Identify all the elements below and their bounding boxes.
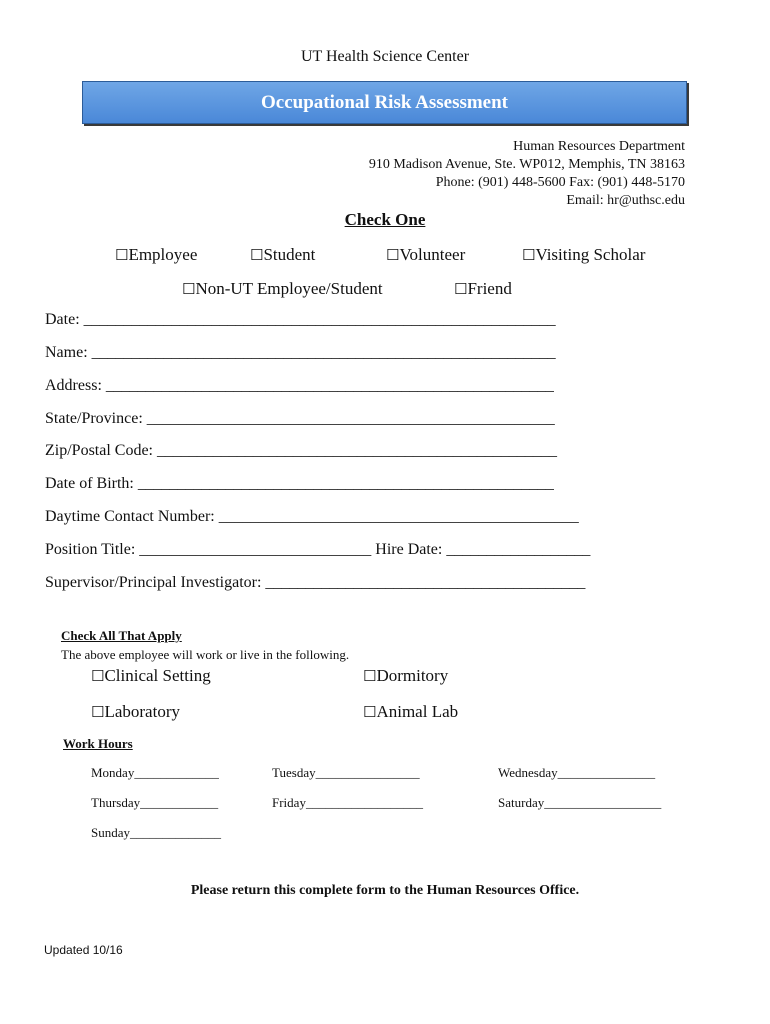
option-student[interactable]: ☐Student bbox=[250, 245, 316, 264]
checkbox-icon[interactable]: ☐ bbox=[386, 246, 400, 264]
date-of-birth-field[interactable]: Date of Birth: ____________________________________________________ bbox=[45, 475, 554, 492]
contact-department: Human Resources Department bbox=[513, 139, 685, 154]
contact-address: 910 Madison Avenue, Ste. WP012, Memphis, TN 38163 bbox=[368, 157, 685, 172]
option-non-ut-employee-student[interactable]: ☐Non-UT Employee/Student bbox=[182, 279, 383, 298]
checkbox-icon[interactable]: ☐ bbox=[182, 280, 196, 298]
tuesday-hours-field[interactable]: Tuesday________________ bbox=[272, 765, 420, 780]
option-employee[interactable]: ☐Employee bbox=[115, 245, 198, 264]
check-one-heading: Check One bbox=[344, 210, 426, 229]
friday-hours-field[interactable]: Friday__________________ bbox=[272, 795, 423, 810]
contact-email: Email: hr@uthsc.edu bbox=[566, 193, 685, 208]
daytime-contact-number-field[interactable]: Daytime Contact Number: _____________________________________________ bbox=[45, 508, 579, 525]
contact-phone-fax: Phone: (901) 448-5600 Fax: (901) 448-5170 bbox=[435, 175, 685, 190]
position-title-hire-date-field[interactable]: Position Title: _____________________________ Hire Date: __________________ bbox=[45, 541, 591, 558]
thursday-hours-field[interactable]: Thursday____________ bbox=[91, 795, 219, 810]
work-hours-heading: Work Hours bbox=[63, 736, 133, 751]
name-field[interactable]: Name: __________________________________________________________ bbox=[45, 344, 556, 361]
address-field[interactable]: Address: ________________________________________________________ bbox=[45, 377, 554, 394]
checkbox-icon[interactable]: ☐ bbox=[454, 280, 468, 298]
option-volunteer[interactable]: ☐Volunteer bbox=[386, 245, 466, 264]
form-title-banner: Occupational Risk Assessment bbox=[82, 81, 687, 124]
monday-hours-field[interactable]: Monday_____________ bbox=[91, 765, 219, 780]
checkbox-icon[interactable]: ☐ bbox=[363, 667, 377, 685]
checkbox-icon[interactable]: ☐ bbox=[115, 246, 129, 264]
option-visiting-scholar[interactable]: ☐Visiting Scholar bbox=[522, 245, 646, 264]
state-province-field[interactable]: State/Province: ___________________________________________________ bbox=[45, 410, 555, 427]
check-all-heading: Check All That Apply bbox=[61, 628, 182, 643]
organization-name: UT Health Science Center bbox=[300, 48, 470, 65]
zip-postal-code-field[interactable]: Zip/Postal Code: __________________________________________________ bbox=[45, 442, 557, 459]
checkbox-icon[interactable]: ☐ bbox=[91, 667, 105, 685]
check-all-instructions: The above employee will work or live in the following. bbox=[61, 647, 350, 662]
checkbox-icon[interactable]: ☐ bbox=[522, 246, 536, 264]
updated-date: Updated 10/16 bbox=[44, 943, 123, 957]
saturday-hours-field[interactable]: Saturday__________________ bbox=[498, 795, 662, 810]
option-laboratory[interactable]: ☐Laboratory bbox=[91, 702, 180, 721]
checkbox-icon[interactable]: ☐ bbox=[363, 703, 377, 721]
option-dormitory[interactable]: ☐Dormitory bbox=[363, 666, 449, 685]
return-instructions: Please return this complete form to the Human Resources Office. bbox=[190, 883, 580, 898]
wednesday-hours-field[interactable]: Wednesday_______________ bbox=[498, 765, 656, 780]
checkbox-icon[interactable]: ☐ bbox=[250, 246, 264, 264]
option-friend[interactable]: ☐Friend bbox=[454, 279, 512, 298]
option-clinical-setting[interactable]: ☐Clinical Setting bbox=[91, 666, 211, 685]
supervisor-field[interactable]: Supervisor/Principal Investigator: ________________________________________ bbox=[45, 574, 586, 591]
sunday-hours-field[interactable]: Sunday______________ bbox=[91, 825, 221, 840]
option-animal-lab[interactable]: ☐Animal Lab bbox=[363, 702, 459, 721]
checkbox-icon[interactable]: ☐ bbox=[91, 703, 105, 721]
date-field[interactable]: Date: ___________________________________________________________ bbox=[45, 311, 556, 328]
